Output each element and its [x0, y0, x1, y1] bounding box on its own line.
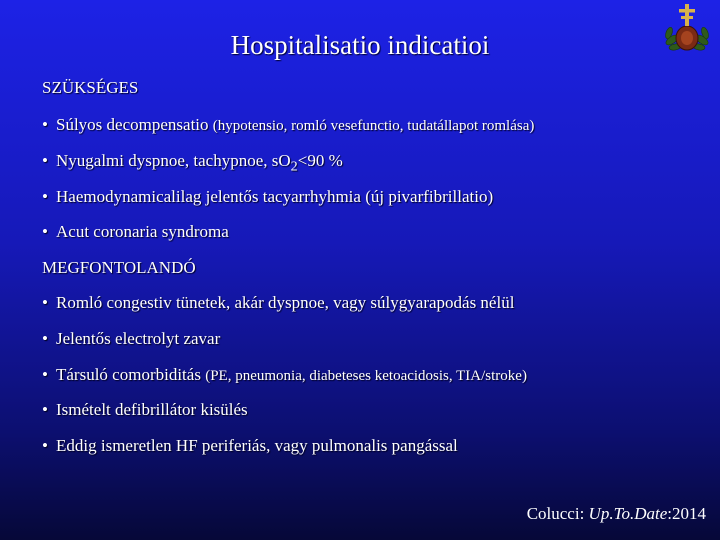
- bullet-text: Nyugalmi dyspnoe, tachypnoe, sO: [56, 151, 291, 170]
- bullet-glyph: •: [42, 222, 48, 241]
- bullet-glyph: •: [42, 365, 48, 384]
- bullet-text: Eddig ismeretlen HF periferiás, vagy pulmonalis pangással: [56, 436, 458, 455]
- bullet-text: Társuló comorbiditás: [56, 365, 201, 384]
- bullet-text-suffix: <90 %: [297, 151, 343, 170]
- bullet-text: Haemodynamicalilag jelentős tacyarrhyhmia (új pivarfibrillatio): [56, 187, 494, 206]
- bullet-glyph: •: [42, 115, 48, 134]
- bullet-text: Súlyos decompensatio: [56, 115, 209, 134]
- citation-author: Colucci:: [526, 504, 589, 523]
- section-heading-required: SZÜKSÉGES: [42, 78, 139, 97]
- bullet-detail: (PE, pneumonia, diabeteses ketoacidosis, TIA/stroke): [205, 368, 527, 384]
- citation: [527, 503, 706, 525]
- bullet-glyph: •: [42, 329, 48, 348]
- bullet-text: Acut coronaria syndroma: [56, 222, 229, 241]
- bullet-glyph: •: [42, 151, 48, 170]
- bullet-item: [42, 186, 493, 208]
- bullet-item: [42, 364, 527, 387]
- citation-year: :2014: [667, 504, 706, 523]
- section-heading-consider: MEGFONTOLANDÓ: [42, 258, 196, 277]
- bullet-item: [42, 114, 534, 137]
- bullet-item: [42, 292, 514, 314]
- bullet-item: [42, 150, 343, 177]
- bullet-item: [42, 399, 248, 421]
- bullet-text: Ismételt defibrillátor kisülés: [56, 400, 248, 419]
- bullet-item: [42, 435, 458, 457]
- bullet-item: [42, 221, 229, 243]
- bullet-glyph: •: [42, 187, 48, 206]
- bullet-glyph: •: [42, 436, 48, 455]
- cross-wreath-emblem-icon: [660, 0, 714, 56]
- bullet-item: [42, 328, 220, 350]
- bullet-text: Romló congestiv tünetek, akár dyspnoe, vagy súlygyarapodás nélül: [56, 293, 515, 312]
- bullet-detail: (hypotensio, romló vesefunctio, tudatállapot romlása): [212, 118, 535, 134]
- slide-title: Hospitalisatio indicatioi: [230, 30, 490, 60]
- bullet-text: Jelentős electrolyt zavar: [56, 329, 221, 348]
- citation-source: Up.To.Date: [588, 504, 668, 523]
- bullet-glyph: •: [42, 293, 48, 312]
- bullet-subscript: 2: [290, 158, 298, 175]
- bullet-glyph: •: [42, 400, 48, 419]
